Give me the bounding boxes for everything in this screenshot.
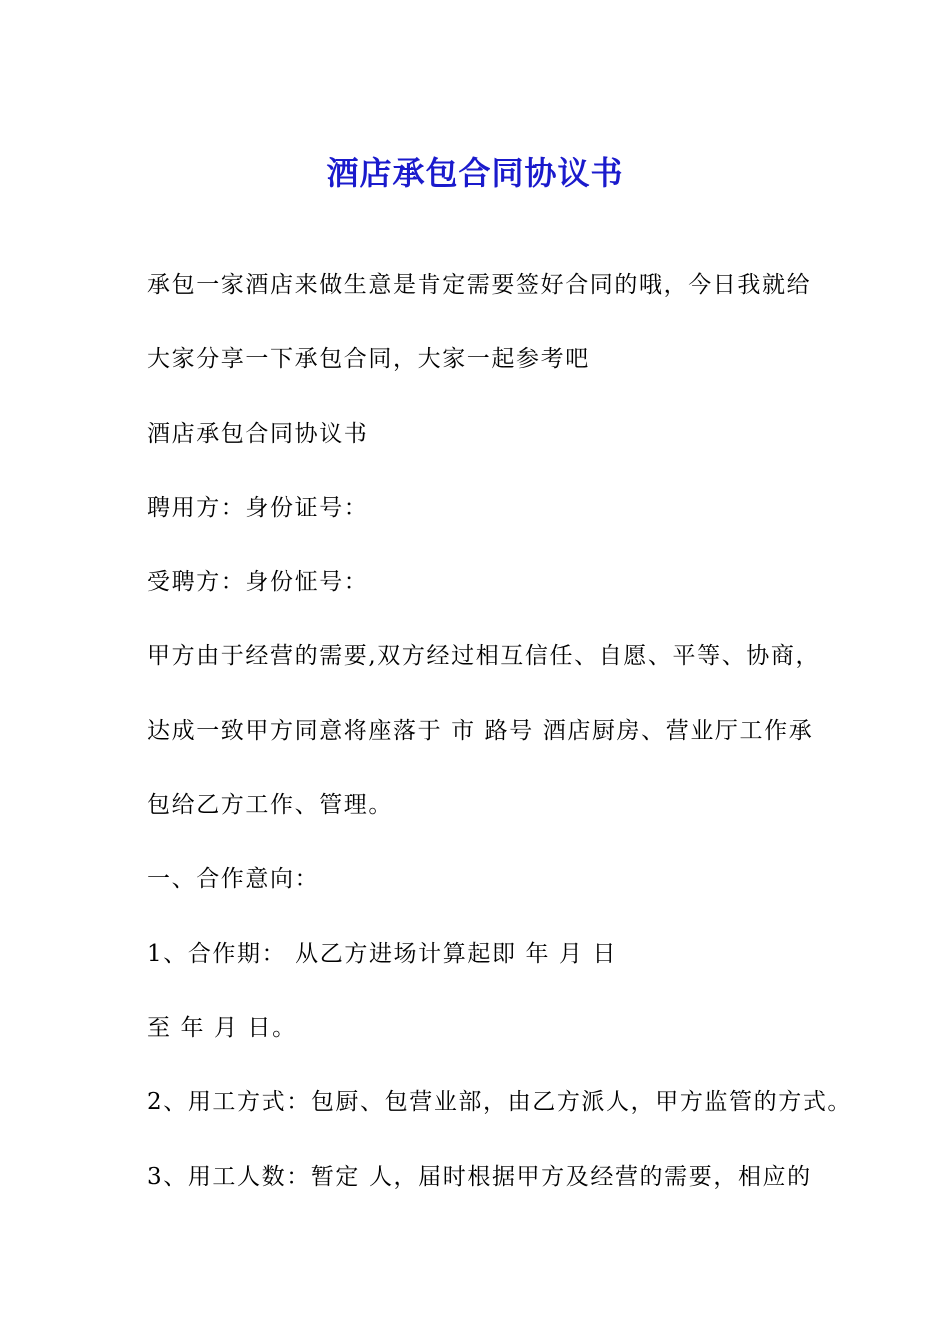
- employee-id-line: 受聘方：身份怔号：: [147, 569, 369, 596]
- document-body: [147, 260, 867, 1226]
- clause-3-headcount: 3、用工人数：暂定 人，届时根据甲方及经营的需要，相应的: [147, 1163, 812, 1190]
- clause-2-employment-method: 2、用工方式：包厨、包营业部，由乙方派人，甲方监管的方式。: [147, 1089, 853, 1116]
- intro-line-1: 承包一家酒店来做生意是肯定需要签好合同的哦，今日我就给: [147, 272, 812, 298]
- preamble-line-3: 包给乙方工作、管理。: [147, 792, 393, 819]
- clause-1-term: 1、合作期： 从乙方进场计算起即 年 月 日: [147, 940, 618, 967]
- preamble-line-2: 达成一致甲方同意将座落于 市 路号 酒店厨房、营业厅工作承: [147, 717, 814, 744]
- contract-heading: 酒店承包合同协议书: [147, 420, 369, 447]
- document-title: 酒店承包合同协议书: [326, 154, 624, 193]
- intro-line-2: 大家分享一下承包合同，大家一起参考吧: [147, 346, 590, 373]
- preamble-line-1: 甲方由于经营的需要,双方经过相互信任、自愿、平等、协商，: [147, 643, 821, 670]
- section-heading-cooperation: 一、合作意向：: [147, 866, 320, 893]
- clause-1-term-end: 至 年 月 日。: [147, 1014, 297, 1041]
- employer-id-line: 聘用方：身份证号：: [147, 494, 369, 521]
